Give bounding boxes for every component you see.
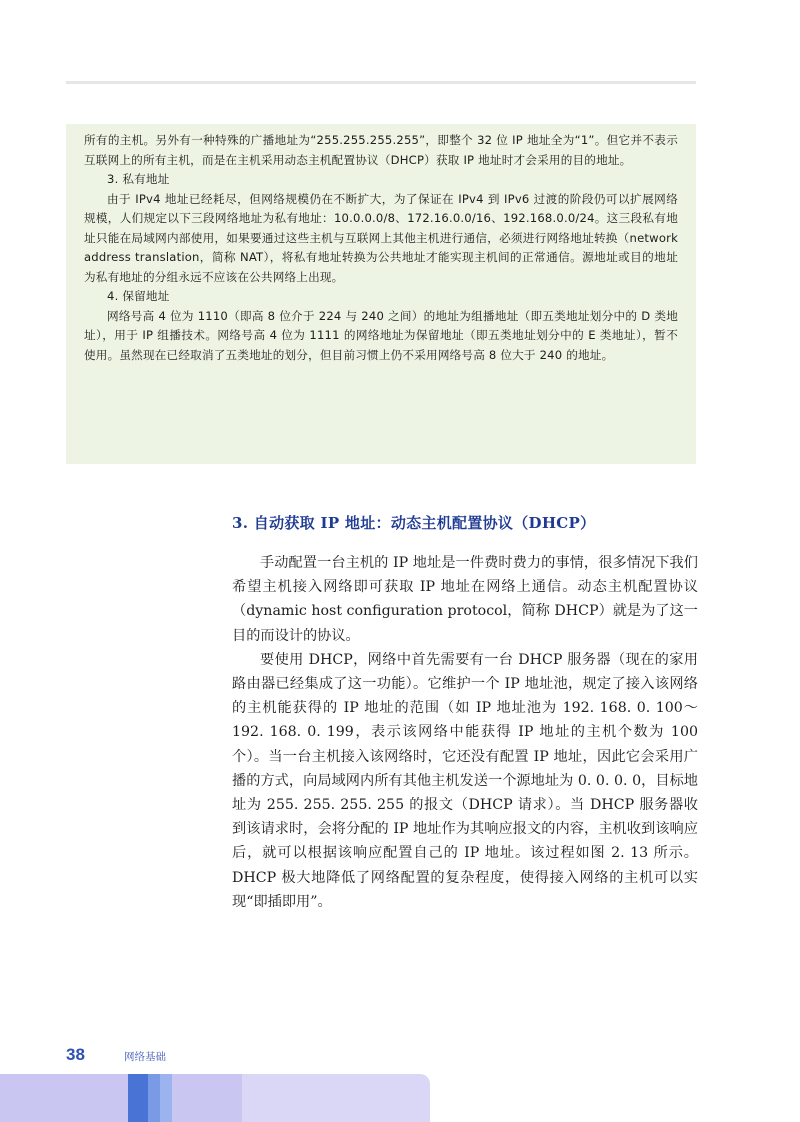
page-number: 38 (66, 1045, 85, 1064)
subheading-reserved-address: 4. 保留地址 (107, 289, 170, 303)
section-title: 3. 自动获取 IP 地址：动态主机配置协议（DHCP） (232, 514, 596, 532)
box-paragraph: 网络号高 4 位为 1110（即高 8 位介于 224 与 240 之间）的地址为组播地址（即五类地址划分中的 D 类地址），用于 IP 组播技术。网络号高 4 位为 1111 的网络地址为保留地址（即五类地址划分中的 E 类地址），暂不使用。虽然现在已经取消了五类地址的划分，但目前习惯上仍不采用网络号高 8 位大于 240 的地址。 (84, 308, 678, 362)
dhcp-section (232, 512, 698, 914)
body-paragraph: 手动配置一台主机的 IP 地址是一件费时费力的事情，很多情况下我们希望主机接入网络即可获取 IP 地址在网络上通信。动态主机配置协议（dynamic host configuration protocol，简称 DHCP）就是为了这一目的而设计的协议。 (232, 555, 698, 644)
shaded-text-box (66, 124, 696, 464)
body-paragraph: 要使用 DHCP，网络中首先需要有一台 DHCP 服务器（现在的家用路由器已经集成了这一功能）。它维护一个 IP 地址池，规定了接入该网络的主机能获得的 IP 地址的范围（如 IP 地址池为 192. 168. 0. 100～192. 168. 0. 199，表示该网络中能获得 IP 地址的主机个数为 100 个）。当一台主机接入该网络时，它还没有配置 IP 地址，因此它会采用广播的方式，向局域网内所有其他主机发送一个源地址为 0. 0. 0. 0，目标地址为 255. 255. 255. 255 的报文（DHCP 请求）。当 DHCP 服务器收到该请求时，会将分配的 IP 地址作为其响应报文的内容，主机收到该响应后，就可以根据该响应配置自己的 IP 地址。该过程如图 2. 13 所示。DHCP 极大地降低了网络配置的复杂程度，使得接入网络的主机可以实现“即插即用”。 (232, 651, 698, 910)
running-footer-title: 网络基础 (124, 1051, 166, 1063)
footer-color-band (0, 1074, 430, 1122)
header-rule (66, 81, 696, 84)
box-paragraph: 由于 IPv4 地址已经耗尽，但网络规模仍在不断扩大，为了保证在 IPv4 到 IPv6 过渡的阶段仍可以扩展网络规模，人们规定以下三段网络地址为私有地址：10.0.0.0/8、172.16.0.0/16、192.168.0.0/24。这三段私有地址只能在局域网内部使用，如果要通过这些主机与互联网上其他主机进行通信，必须进行网络地址转换（network address translation，简称 NAT），将私有地址转换为公共地址才能实现主机间的正常通信。源地址或目的地址为私有地址的分组永远不应该在公共网络上出现。 (84, 191, 678, 284)
box-paragraph: 所有的主机。另外有一种特殊的广播地址为“255.255.255.255”，即整个 32 位 IP 地址全为“1”。但它并不表示互联网上的所有主机，而是在主机采用动态主机配置协议（DHCP）获取 IP 地址时才会采用的目的地址。 (84, 133, 678, 167)
subheading-private-address: 3. 私有地址 (107, 172, 170, 186)
